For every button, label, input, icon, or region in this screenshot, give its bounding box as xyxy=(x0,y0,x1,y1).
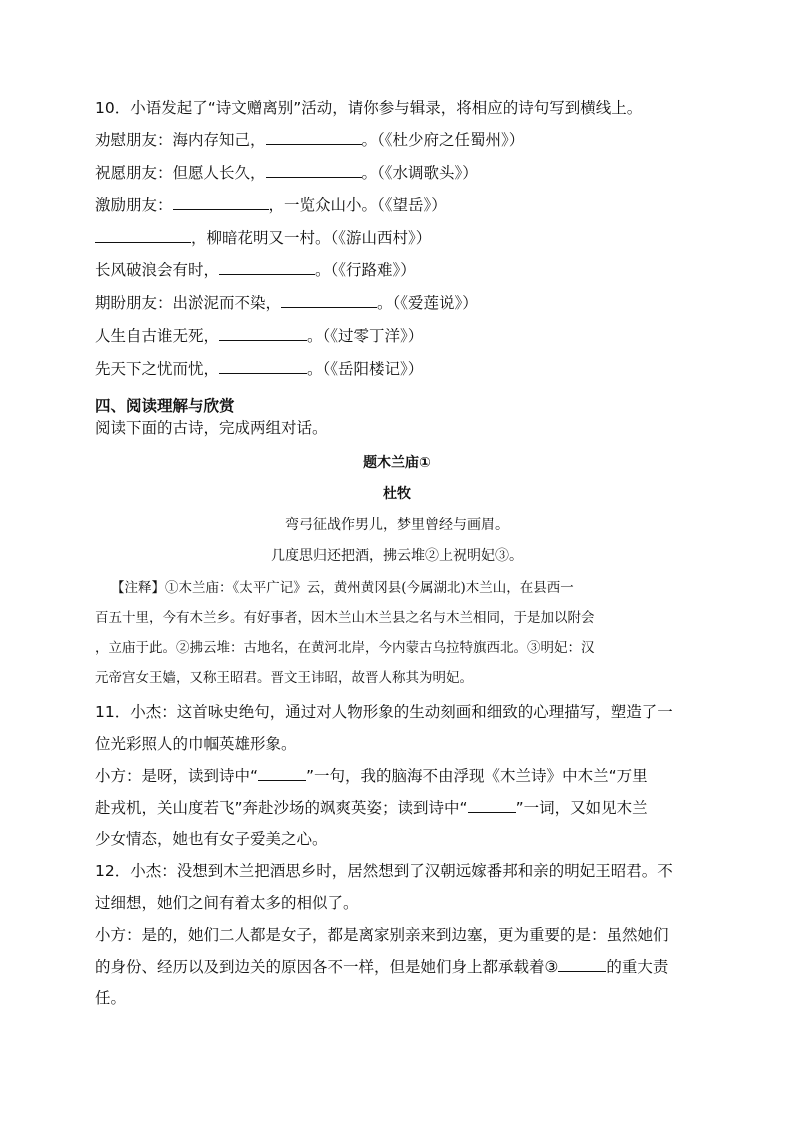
q10-row-4: ，柳暗花明又一村。（《游山西村》） xyxy=(95,228,431,248)
q10-intro: 10．小语发起了“诗文赠离别”活动，请你参与辑录，将相应的诗句写到横线上。 xyxy=(95,99,643,117)
note-line-1: 【注释】①木兰庙：《太平广记》云，黄州黄冈县(今属湖北)木兰山，在县西一 xyxy=(111,580,574,596)
section-instruction: 阅读下面的古诗，完成两组对话。 xyxy=(95,419,328,437)
answer-blank[interactable] xyxy=(219,359,307,374)
q10-row-3: 激励朋友： ，一览众山小。（《望岳》） xyxy=(95,196,447,214)
answer-blank[interactable] xyxy=(468,798,516,813)
q12-line-5: 任。 xyxy=(95,989,127,1007)
q10-row-1: 劝慰朋友：海内存知己， 。（《杜少府之任蜀州》） xyxy=(95,131,525,149)
answer-blank[interactable] xyxy=(558,957,606,972)
q11-line-2: 位光彩照人的巾帼英雄形象。 xyxy=(95,735,297,753)
answer-blank[interactable] xyxy=(95,228,191,243)
section-heading: 四、阅读理解与欣赏 xyxy=(95,397,235,415)
q11-line-4: 赴戎机，关山度若飞”奔赴沙场的飒爽英姿；读到诗中“ ”一词，又如见木兰 xyxy=(95,799,648,817)
q10-row-5: 长风破浪会有时， 。（《行路难》） xyxy=(95,261,416,279)
q10-row-7: 人生自古谁无死， 。（《过零丁洋》） xyxy=(95,327,424,345)
q12-line-4: 的身份、经历以及到边关的原因各不一样，但是她们身上都承载着③ 的重大责 xyxy=(95,958,669,976)
answer-blank[interactable] xyxy=(173,195,269,210)
poem-line-1: 弯弓征战作男儿，梦里曾经与画眉。 xyxy=(285,517,509,533)
q11-line-3: 小方：是呀，读到诗中“ ”一句，我的脑海不由浮现《木兰诗》中木兰“万里 xyxy=(95,767,648,785)
answer-blank[interactable] xyxy=(266,163,362,178)
q10-row-6: 期盼朋友：出淤泥而不染， 。（《爱莲说》） xyxy=(95,294,478,312)
poem-author: 杜牧 xyxy=(383,486,411,502)
q12-line-1: 12．小杰：没想到木兰把酒思乡时，居然想到了汉朝远嫁番邦和亲的明妃王昭君。不 xyxy=(95,862,673,880)
answer-blank[interactable] xyxy=(266,130,362,145)
note-line-2: 百五十里，今有木兰乡。有好事者，因木兰山木兰县之名与木兰相同，于是加以附会 xyxy=(95,610,595,626)
q10-row-8: 先天下之忧而忧， 。（《岳阳楼记》） xyxy=(95,360,424,378)
answer-blank[interactable] xyxy=(258,766,306,781)
q11-line-1: 11．小杰：这首咏史绝句，通过对人物形象的生动刻画和细致的心理描写，塑造了一 xyxy=(95,703,673,721)
q12-line-2: 过细想，她们之间有着太多的相似了。 xyxy=(95,894,359,912)
note-line-3: ，立庙于此。②拂云堆：古地名，在黄河北岸，今内蒙古乌拉特旗西北。③明妃：汉 xyxy=(95,640,595,656)
poem-line-2: 几度思归还把酒，拂云堆②上祝明妃③。 xyxy=(271,548,523,564)
poem-title: 题木兰庙① xyxy=(363,455,431,471)
answer-blank[interactable] xyxy=(219,260,315,275)
q10-row-2: 祝愿朋友：但愿人长久， 。（《水调歌头》） xyxy=(95,164,478,182)
q11-line-5: 少女情态，她也有女子爱美之心。 xyxy=(95,830,328,848)
note-line-4: 元帝宫女王嫱，又称王昭君。晋文王讳昭，故晋人称其为明妃。 xyxy=(95,670,473,686)
q12-line-3: 小方：是的，她们二人都是女子，都是离家别亲来到边塞，更为重要的是：虽然她们 xyxy=(95,926,669,944)
answer-blank[interactable] xyxy=(219,326,307,341)
answer-blank[interactable] xyxy=(281,293,377,308)
